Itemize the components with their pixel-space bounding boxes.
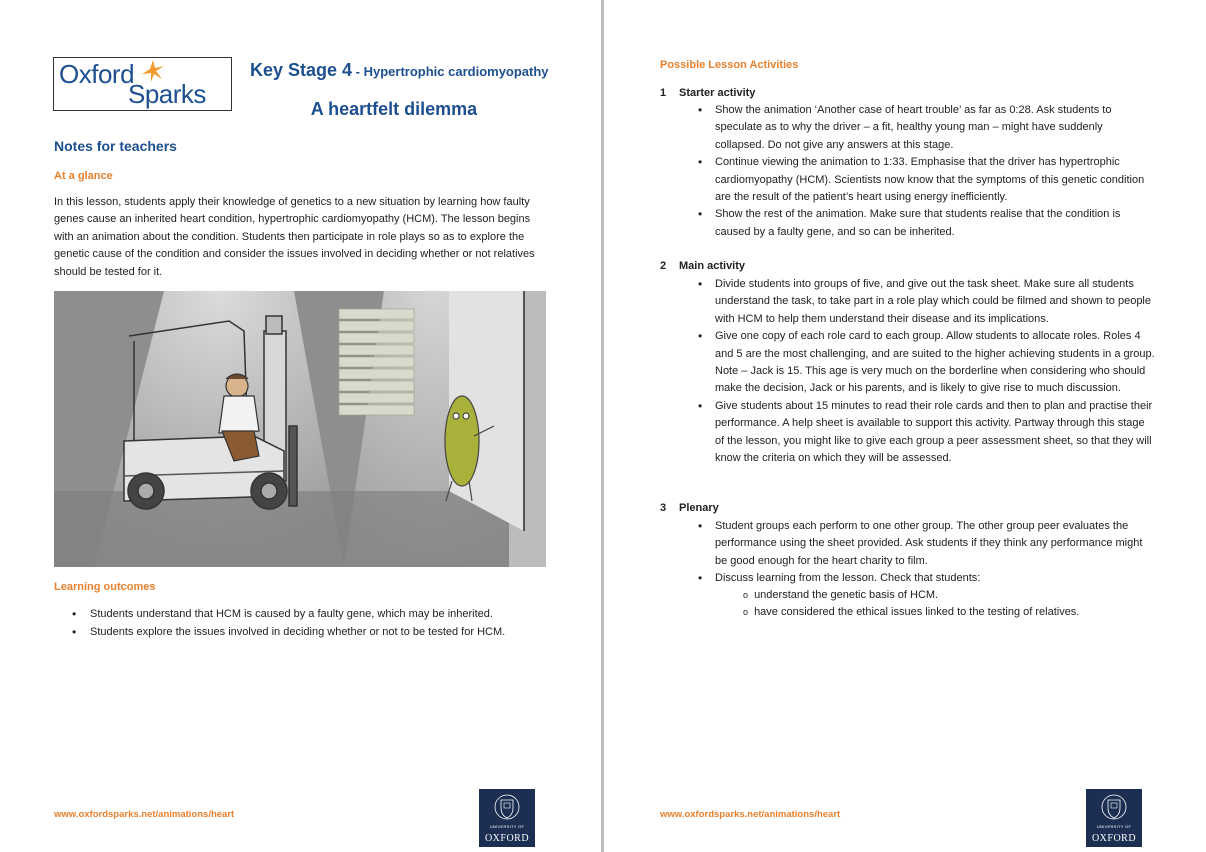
logo-word-oxford: Oxford <box>59 59 135 89</box>
footer-link[interactable]: www.oxfordsparks.net/animations/heart <box>54 809 235 820</box>
starter-activity-list <box>680 102 1155 241</box>
sub-list-item: o have considered the ethical issues linked to the testing of relatives. <box>743 606 1080 619</box>
list-item: • Give students about 15 minutes to read their role cards and then to plan and practise their performance. A help sheet is available to support this activity. Partway through this stage of the lesson, you might like to give each group a peer assessment sheet, so that they will know the criteria on which they will be assessed. <box>680 398 1155 468</box>
list-item: • Discuss learning from the lesson. Check that students: <box>680 570 1155 587</box>
key-stage-topic: - Hypertrophic cardiomyopathy <box>352 64 549 79</box>
learning-outcomes-list <box>54 606 554 643</box>
plenary-list <box>680 518 1155 588</box>
list-item: • Give one copy of each role card to each group. Allow students to allocate roles. Roles 4 and 5 are the most challenging, and are suited to the higher achieving students in a group. Note – Jack is 15. This age is very much on the borderline when considering who should make the decision, Jack or his parents, and is likely to give rise to much discussion. <box>680 328 1155 398</box>
list-item: • Students understand that HCM is caused by a faulty gene, which may be inherited. <box>54 606 554 623</box>
university-of-oxford-logo <box>1086 789 1142 847</box>
section-number: 2 <box>660 260 667 272</box>
section-heading-main <box>660 260 745 272</box>
list-item: • Student groups each perform to one other group. The other group peer evaluates the performance using the sheet provided. Ask students if they think any performance might be good enough for the heart charity to film. <box>680 518 1155 570</box>
section-number: 3 <box>660 502 667 514</box>
list-item: • Continue viewing the animation to 1:33. Emphasise that the driver has hypertrophic cardiomyopathy (HCM). Scientists now know that the symptoms of this genetic condition are the result of the patient’s heart using energy inefficiently. <box>680 154 1155 206</box>
section-title: Plenary <box>679 502 719 514</box>
animation-still-image <box>54 291 546 567</box>
learning-outcomes-heading: Learning outcomes <box>54 581 156 593</box>
plenary-sub-list <box>715 587 1135 622</box>
lesson-activities-heading: Possible Lesson Activities <box>660 59 799 71</box>
list-item: • Students explore the issues involved in deciding whether or not to be tested for HCM. <box>54 624 554 641</box>
at-a-glance-paragraph: In this lesson, students apply their knowledge of genetics to a new situation by learning how faulty genes cause an inherited heart condition, hypertrophic cardiomyopathy (HCM). The lesson begins with an animation about the condition. Students then participate in role plays so as to explore the genetic cause of the condition and consider the issues involved in deciding whether or not relatives should be tested for it. <box>54 196 535 278</box>
list-item: • Show the animation ‘Another case of heart trouble’ as far as 0:28. Ask students to speculate as to why the driver – a fit, healthy young man – might have suddenly collapsed. Do not give any answers at this stage. <box>680 102 1155 154</box>
crest-icon <box>494 793 520 823</box>
page-title: A heartfelt dilemma <box>310 99 478 119</box>
footer-link[interactable]: www.oxfordsparks.net/animations/heart <box>660 809 841 820</box>
sub-list-item: o understand the genetic basis of HCM. <box>743 589 939 601</box>
crest-line1: UNIVERSITY OF <box>489 824 525 829</box>
notes-heading: Notes for teachers <box>54 138 177 154</box>
crest-line2: OXFORD <box>484 833 530 844</box>
logo-word-sparks: Sparks <box>128 79 206 109</box>
crest-line1: UNIVERSITY OF <box>1096 824 1132 829</box>
key-stage-line <box>250 60 549 81</box>
university-of-oxford-logo <box>479 789 535 847</box>
section-number: 1 <box>660 87 667 99</box>
crest-icon <box>1101 793 1127 823</box>
section-heading-plenary <box>660 502 719 514</box>
shelf-racks <box>339 309 414 415</box>
main-activity-list <box>680 276 1155 467</box>
list-item: • Divide students into groups of five, and give out the task sheet. Make sure all students understand the task, to take part in a role play which could be filmed and shown to people with HCM to help them understand their disease and its implications. <box>680 276 1155 328</box>
oxford-sparks-logo <box>53 57 232 111</box>
list-item: • Show the rest of the animation. Make sure that students realise that the condition is caused by a faulty gene, and so can be inherited. <box>680 206 1155 241</box>
section-title: Main activity <box>679 260 746 272</box>
section-heading-starter <box>660 87 755 99</box>
crest-line2: OXFORD <box>1091 833 1137 844</box>
section-title: Starter activity <box>679 87 756 99</box>
key-stage-label: Key Stage 4 <box>250 60 353 80</box>
at-a-glance-heading: At a glance <box>54 170 113 182</box>
